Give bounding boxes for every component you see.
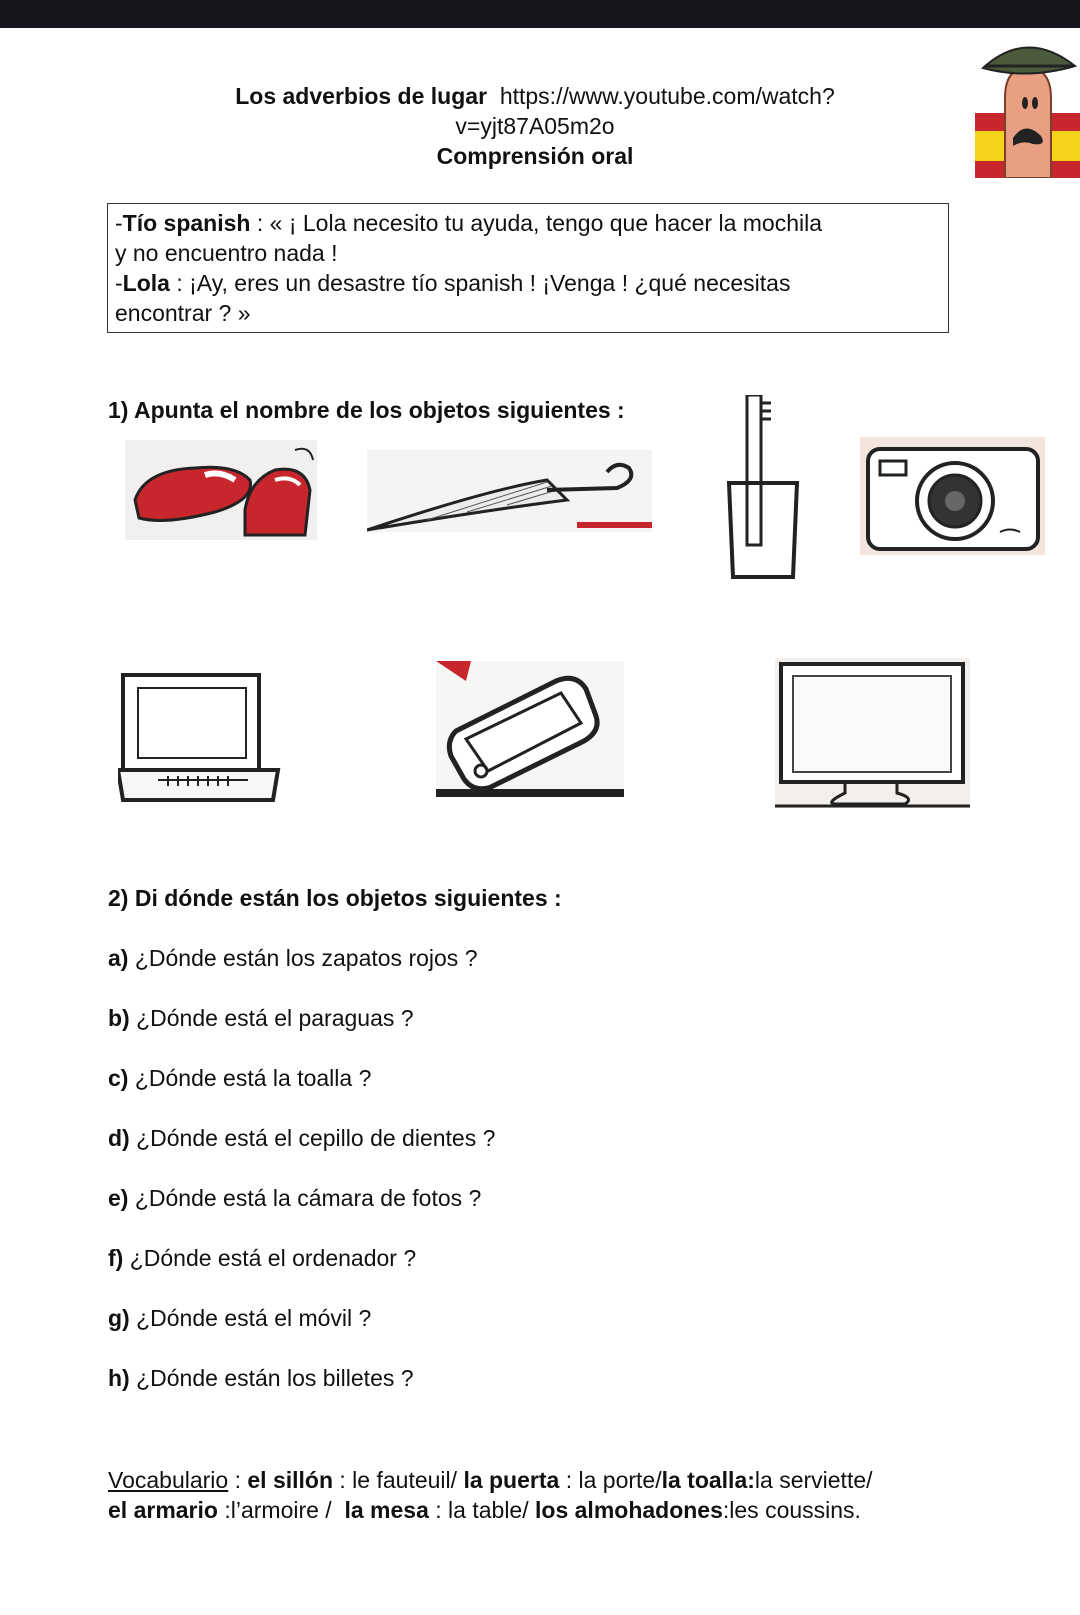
top-bar bbox=[0, 0, 1080, 28]
question-text: ¿Dónde está la cámara de fotos ? bbox=[128, 1185, 482, 1211]
umbrella-image bbox=[367, 450, 652, 532]
vocabulary-label: Vocabulario bbox=[108, 1467, 229, 1493]
camera-image bbox=[860, 437, 1045, 555]
vocab-word: la mesa bbox=[344, 1497, 429, 1523]
question-letter: b) bbox=[108, 1005, 130, 1031]
page-title: Los adverbios de lugar bbox=[235, 83, 488, 109]
speaker-tio: Tío spanish bbox=[122, 210, 251, 236]
question-e bbox=[108, 1185, 481, 1212]
dialog-text-1b: y no encuentro nada ! bbox=[115, 240, 338, 266]
question-text: ¿Dónde están los zapatos rojos ? bbox=[128, 945, 478, 971]
toothbrush-image bbox=[727, 395, 807, 580]
question-f bbox=[108, 1245, 416, 1272]
dialog-text-1a: : « ¡ Lola necesito tu ayuda, tengo que hacer la mochila bbox=[250, 210, 822, 236]
dialog-text-2a: : ¡Ay, eres un desastre tío spanish ! ¡Venga ! ¿qué necesitas bbox=[169, 270, 791, 296]
vocabulary-line-1 bbox=[108, 1465, 1008, 1495]
page-subtitle: Comprensión oral bbox=[436, 143, 634, 169]
question-letter: e) bbox=[108, 1185, 129, 1211]
dialog-line-1: -Tío spanish : « ¡ Lola necesito tu ayuda, tengo que hacer la mochila bbox=[115, 210, 822, 236]
question-c bbox=[108, 1065, 371, 1092]
laptop-image bbox=[118, 670, 283, 805]
mascot-logo bbox=[975, 28, 1080, 178]
video-url-part1: https://www.youtube.com/watch? bbox=[499, 83, 835, 109]
section2-title: 2) Di dónde están los objetos siguientes : bbox=[108, 885, 562, 911]
vocab-word: el sillón bbox=[247, 1467, 334, 1493]
vocab-translation: :les coussins. bbox=[722, 1497, 861, 1523]
question-text: ¿Dónde están los billetes ? bbox=[129, 1365, 414, 1391]
question-h bbox=[108, 1365, 414, 1392]
vocab-word: la toalla: bbox=[661, 1467, 755, 1493]
vocab-word: los almohadones bbox=[535, 1497, 723, 1523]
vocab-translation: : la porte/ bbox=[559, 1467, 662, 1493]
vocabulary-block bbox=[108, 1465, 1008, 1525]
question-text: ¿Dónde está la toalla ? bbox=[128, 1065, 372, 1091]
video-url-part2: v=yjt87A05m2o bbox=[455, 113, 615, 139]
dialog-line-2: -Lola : ¡Ay, eres un desastre tío spanish ! ¡Venga ! ¿qué necesitas bbox=[115, 270, 791, 296]
dialog-box bbox=[107, 203, 949, 333]
question-letter: a) bbox=[108, 945, 129, 971]
question-text: ¿Dónde está el cepillo de dientes ? bbox=[129, 1125, 496, 1151]
shoes-image bbox=[125, 440, 317, 540]
question-letter: d) bbox=[108, 1125, 130, 1151]
vocab-translation: la serviette/ bbox=[754, 1467, 873, 1493]
question-letter: h) bbox=[108, 1365, 130, 1391]
question-text: ¿Dónde está el ordenador ? bbox=[123, 1245, 417, 1271]
question-g bbox=[108, 1305, 371, 1332]
vocab-sep: : bbox=[228, 1467, 248, 1493]
mobile-image bbox=[436, 661, 624, 797]
question-b bbox=[108, 1005, 414, 1032]
question-a bbox=[108, 945, 478, 972]
vocab-translation: :l’armoire / bbox=[217, 1497, 345, 1523]
vocab-translation: : le fauteuil/ bbox=[333, 1467, 464, 1493]
vocab-word: el armario bbox=[108, 1497, 218, 1523]
vocabulary-line-2 bbox=[108, 1495, 1008, 1525]
television-image bbox=[775, 658, 970, 808]
question-letter: c) bbox=[108, 1065, 129, 1091]
section1-title: 1) Apunta el nombre de los objetos siguientes : bbox=[108, 397, 625, 423]
vocab-translation: : la table/ bbox=[428, 1497, 536, 1523]
question-text: ¿Dónde está el paraguas ? bbox=[129, 1005, 414, 1031]
speaker-lola: Lola bbox=[122, 270, 170, 296]
question-text: ¿Dónde está el móvil ? bbox=[129, 1305, 372, 1331]
dialog-text-2b: encontrar ? » bbox=[115, 300, 251, 326]
question-d bbox=[108, 1125, 495, 1152]
vocab-word: la puerta bbox=[463, 1467, 560, 1493]
question-letter: g) bbox=[108, 1305, 130, 1331]
question-letter: f) bbox=[108, 1245, 124, 1271]
header-line-1 bbox=[100, 81, 970, 111]
